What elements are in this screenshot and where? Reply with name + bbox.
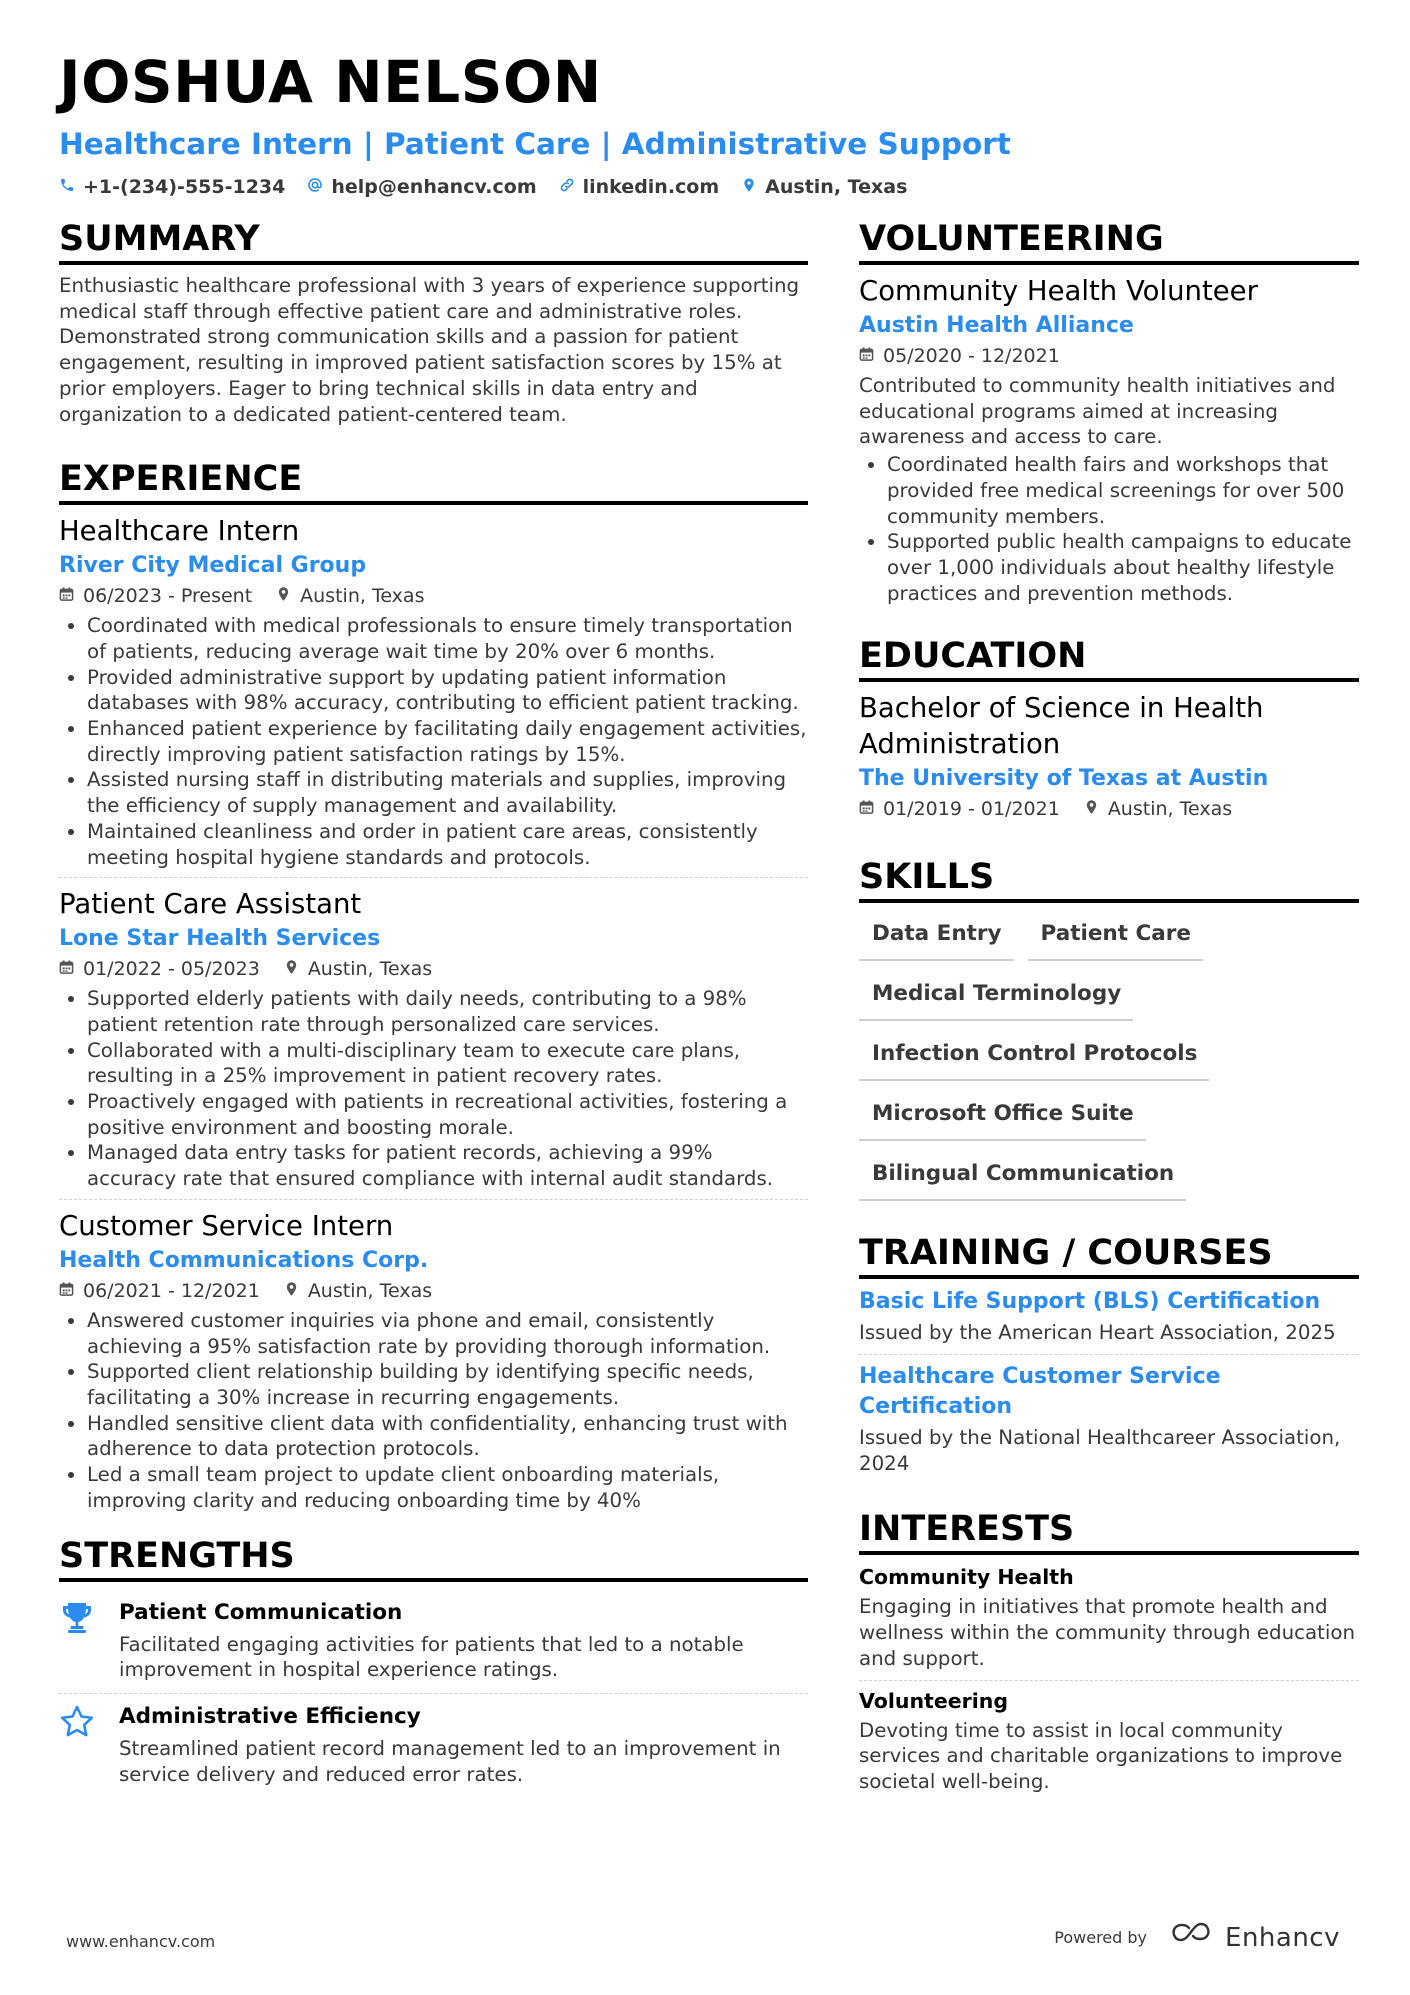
education-degree: Bachelor of Science in Health Administration [859, 692, 1264, 761]
volunteering-section [859, 218, 1359, 606]
experience-heading: EXPERIENCE [59, 458, 808, 505]
experience-location: Austin, Texas [307, 958, 433, 981]
strength-item [59, 1590, 808, 1694]
strength-desc: Facilitated engaging activities for patients that led to a notable improvement in hospital experience ratings. [119, 1632, 744, 1682]
candidate-title: Healthcare Intern | Patient Care | Administrative Support [59, 127, 1011, 161]
experience-company: Health Communications Corp. [59, 1247, 429, 1273]
education-dates: 01/2019 - 01/2021 [883, 798, 1060, 821]
contact-location [741, 176, 907, 198]
experience-meta [59, 581, 808, 611]
experience-location: Austin, Texas [300, 585, 425, 608]
bullet-item: • Supported elderly patients with daily needs, contributing to a 98% patient retention rate through personalized care services. [87, 986, 808, 1037]
contact-linkedin-text: linkedin.com [582, 176, 720, 198]
brand-name: Enhancv [1225, 1922, 1340, 1953]
calendar-icon [59, 954, 74, 984]
experience-bullets [59, 986, 808, 1192]
footer-website[interactable]: www.enhancv.com [66, 1932, 216, 1951]
left-column [59, 218, 808, 1797]
bullet-item: • Coordinated with medical professionals to ensure timely transportation of patients, reducing average wait time by 20% over 6 months. [87, 613, 808, 664]
course-title: Basic Life Support (BLS) Certification [859, 1289, 1321, 1315]
strength-title: Patient Communication [119, 1599, 403, 1625]
summary-heading: SUMMARY [59, 218, 808, 265]
volunteering-desc: Contributed to community health initiatives and educational programs aimed at increasing awareness and access to care. [859, 374, 1336, 449]
strength-desc: Streamlined patient record management led to an improvement in service delivery and reduced error rates. [119, 1736, 781, 1786]
calendar-icon [859, 341, 874, 371]
skills-list [859, 915, 1359, 1201]
experience-item [59, 513, 808, 878]
training-section [859, 1232, 1359, 1484]
location-icon [741, 176, 757, 198]
footer-powered [1054, 1922, 1340, 1953]
interests-heading: INTERESTS [859, 1508, 1359, 1555]
location-pin-icon [284, 1276, 299, 1306]
experience-company: River City Medical Group [59, 553, 367, 579]
skill-tag: Bilingual Communication [859, 1155, 1186, 1201]
skill-tag: Infection Control Protocols [859, 1035, 1209, 1081]
experience-company: Lone Star Health Services [59, 926, 381, 952]
interest-item [859, 1687, 1359, 1803]
experience-dates: 06/2021 - 12/2021 [83, 1279, 260, 1302]
interest-desc: Devoting time to assist in local community services and charitable organizations to improve societal well-being. [859, 1718, 1343, 1793]
experience-meta [59, 954, 808, 984]
powered-by-label: Powered by [1054, 1928, 1148, 1947]
bullet-item: • Answered customer inquiries via phone and email, consistently achieving a 95% satisfaction rate by providing thorough information. [87, 1308, 808, 1359]
experience-item [59, 1208, 808, 1521]
experience-role: Healthcare Intern [59, 515, 300, 548]
skill-tag: Patient Care [1028, 915, 1203, 961]
education-section [859, 635, 1359, 824]
volunteering-heading: VOLUNTEERING [859, 218, 1359, 265]
contact-email-text: help@enhancv.com [331, 176, 537, 198]
location-pin-icon [284, 954, 299, 984]
link-icon [559, 176, 575, 198]
location-pin-icon [276, 581, 291, 611]
right-column [859, 218, 1359, 1809]
location-pin-icon [1084, 794, 1099, 824]
experience-meta [59, 1276, 808, 1306]
contact-phone[interactable] [59, 176, 285, 198]
experience-role: Patient Care Assistant [59, 888, 362, 921]
bullet-item: • Supported public health campaigns to educate over 1,000 individuals about healthy lifestyle practices and prevention methods. [887, 529, 1359, 606]
volunteering-meta [859, 341, 1359, 371]
enhancv-logo[interactable] [1169, 1922, 1340, 1953]
bullet-item: • Managed data entry tasks for patient records, achieving a 99% accuracy rate that ensured compliance with internal audit standards. [87, 1140, 808, 1191]
experience-bullets [59, 1308, 808, 1514]
contact-phone-text: +1-(234)-555-1234 [83, 176, 286, 198]
interest-desc: Engaging in initiatives that promote health and wellness within the community through education and support. [859, 1595, 1355, 1670]
bullet-item: • Assisted nursing staff in distributing materials and supplies, improving the efficiency of supply management and availability. [87, 767, 808, 818]
candidate-name: JOSHUA NELSON [59, 48, 602, 116]
contact-email[interactable] [307, 176, 536, 198]
summary-section [59, 218, 808, 427]
strength-item [59, 1694, 808, 1797]
skills-heading: SKILLS [859, 856, 1359, 903]
bullet-item: • Handled sensitive client data with confidentiality, enhancing trust with adherence to data protection protocols. [87, 1411, 808, 1462]
calendar-icon [859, 794, 874, 824]
at-icon [307, 176, 323, 198]
experience-dates: 06/2023 - Present [83, 585, 253, 608]
bullet-item: • Supported client relationship building by identifying specific needs, facilitating a 30% increase in recurring engagements. [87, 1359, 808, 1410]
strengths-heading: STRENGTHS [59, 1535, 808, 1582]
volunteering-dates: 05/2020 - 12/2021 [883, 345, 1060, 367]
skills-section [859, 856, 1359, 1201]
bullet-item: • Enhanced patient experience by facilitating daily engagement activities, directly improving patient satisfaction ratings by 15%. [87, 716, 808, 767]
training-heading: TRAINING / COURSES [859, 1232, 1359, 1279]
trophy-icon [59, 1598, 99, 1683]
experience-dates: 01/2022 - 05/2023 [83, 958, 260, 981]
course-title: Healthcare Customer Service Certification [859, 1364, 1221, 1420]
course-item [859, 1362, 1359, 1484]
contact-linkedin[interactable] [559, 176, 720, 198]
interests-section [859, 1508, 1359, 1802]
education-heading: EDUCATION [859, 635, 1359, 682]
bullet-item: • Provided administrative support by updating patient information databases with 98% accuracy, contributing to efficient patient tracking. [87, 665, 808, 716]
contact-bar [59, 176, 1359, 198]
interest-item [859, 1563, 1359, 1680]
experience-bullets [59, 613, 808, 870]
star-icon [59, 1702, 99, 1787]
enhancv-logo-icon [1169, 1922, 1215, 1953]
skill-tag: Microsoft Office Suite [859, 1095, 1146, 1141]
strength-title: Administrative Efficiency [119, 1703, 421, 1729]
education-location: Austin, Texas [1107, 798, 1233, 821]
skill-tag: Data Entry [859, 915, 1014, 961]
bullet-item: • Proactively engaged with patients in recreational activities, fostering a positive environment and boosting morale. [87, 1089, 808, 1140]
interest-title: Community Health [859, 1565, 1074, 1590]
resume-header [59, 42, 1359, 198]
volunteering-org: Austin Health Alliance [859, 313, 1134, 338]
bullet-item: • Led a small team project to update client onboarding materials, improving clarity and reducing onboarding time by 40% [87, 1462, 808, 1513]
strengths-section [59, 1535, 808, 1798]
course-desc: Issued by the American Heart Association, 2025 [859, 1321, 1336, 1345]
education-meta [859, 794, 1359, 824]
volunteering-bullets [859, 452, 1359, 606]
summary-text: Enthusiastic healthcare professional with 3 years of experience supporting medical staff through effective patient care and administrative roles. Demonstrated strong communication skills and a passion for patient engagement, resulting in improved patient satisfaction scores by 15% at prior employers. Eager to bring technical skills in data entry and organization to a dedicated patient-centered team. [59, 274, 800, 426]
experience-section [59, 458, 808, 1520]
experience-item [59, 886, 808, 1200]
course-item [859, 1287, 1359, 1355]
course-desc: Issued by the National Healthcareer Association, 2024 [859, 1426, 1341, 1475]
skill-tag: Medical Terminology [859, 975, 1133, 1021]
experience-location: Austin, Texas [307, 1279, 433, 1302]
calendar-icon [59, 1276, 74, 1306]
bullet-item: • Collaborated with a multi-disciplinary team to execute care plans, resulting in a 25% improvement in patient recovery rates. [87, 1038, 808, 1089]
education-school: The University of Texas at Austin [859, 766, 1269, 792]
bullet-item: • Maintained cleanliness and order in patient care areas, consistently meeting hospital hygiene standards and protocols. [87, 819, 808, 870]
volunteering-role: Community Health Volunteer [859, 275, 1258, 307]
experience-role: Customer Service Intern [59, 1209, 394, 1242]
calendar-icon [59, 581, 74, 611]
interest-title: Volunteering [859, 1688, 1009, 1713]
phone-icon [59, 176, 75, 198]
bullet-item: • Coordinated health fairs and workshops that provided free medical screenings for over 500 community members. [887, 452, 1359, 529]
contact-location-text: Austin, Texas [765, 176, 908, 198]
